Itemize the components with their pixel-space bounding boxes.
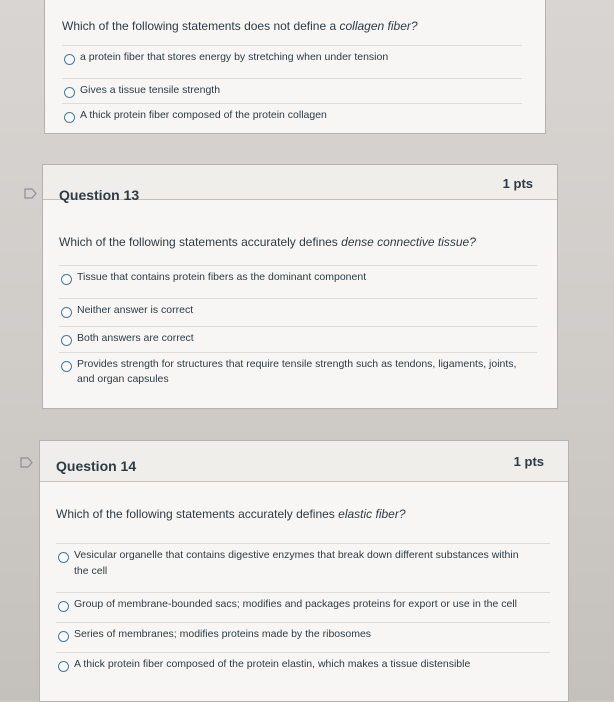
radio-button[interactable]	[61, 307, 72, 318]
question-13-header	[43, 165, 557, 203]
question-14-text: Which of the following statements accurately defines elastic fiber?	[56, 507, 406, 521]
question-14-card	[39, 440, 569, 702]
question-13-answer-4[interactable]: Provides strength for structures that require tensile strength such as tendons, ligaments, joints, and organ capsules	[59, 352, 537, 393]
question-12-answer-3[interactable]: A thick protein fiber composed of the protein collagen	[62, 103, 522, 130]
question-12-answer-2[interactable]: Gives a tissue tensile strength	[62, 78, 522, 105]
question-14-header	[40, 441, 568, 482]
question-14-title: Question 14	[56, 458, 137, 474]
question-14-answer-1[interactable]: Vesicular organelle that contains digestive enzymes that break down different substances within the cell	[56, 543, 550, 588]
radio-button[interactable]	[61, 335, 72, 346]
question-12-text: Which of the following statements does not define a collagen fiber?	[62, 19, 418, 33]
radio-button[interactable]	[58, 552, 69, 563]
question-13-card	[42, 164, 558, 409]
question-13-text: Which of the following statements accurately defines dense connective tissue?	[59, 235, 476, 249]
question-14-answer-4[interactable]: A thick protein fiber composed of the protein elastin, which makes a tissue distensible	[56, 652, 550, 679]
question-13-answer-3[interactable]: Both answers are correct	[59, 326, 537, 353]
question-14-points: 1 pts	[513, 454, 544, 469]
question-14-answer-3[interactable]: Series of membranes; modifies proteins made by the ribosomes	[56, 622, 550, 649]
flag-icon[interactable]	[20, 457, 33, 468]
flag-icon[interactable]	[24, 188, 37, 199]
question-12-card	[44, 0, 546, 134]
radio-button[interactable]	[61, 361, 72, 372]
question-14-answer-2[interactable]: Group of membrane-bounded sacs; modifies and packages proteins for export or use in the cell	[56, 592, 550, 619]
question-12-answer-1[interactable]: a protein fiber that stores energy by stretching when under tension	[62, 45, 522, 72]
radio-button[interactable]	[64, 87, 75, 98]
radio-button[interactable]	[58, 631, 69, 642]
question-13-answer-2[interactable]: Neither answer is correct	[59, 298, 537, 325]
radio-button[interactable]	[58, 661, 69, 672]
question-13-title: Question 13	[59, 187, 140, 203]
radio-button[interactable]	[64, 112, 75, 123]
radio-button[interactable]	[64, 54, 75, 65]
radio-button[interactable]	[58, 601, 69, 612]
radio-button[interactable]	[61, 274, 72, 285]
question-13-answer-1[interactable]: Tissue that contains protein fibers as the dominant component	[59, 265, 537, 292]
question-13-points: 1 pts	[502, 176, 533, 191]
